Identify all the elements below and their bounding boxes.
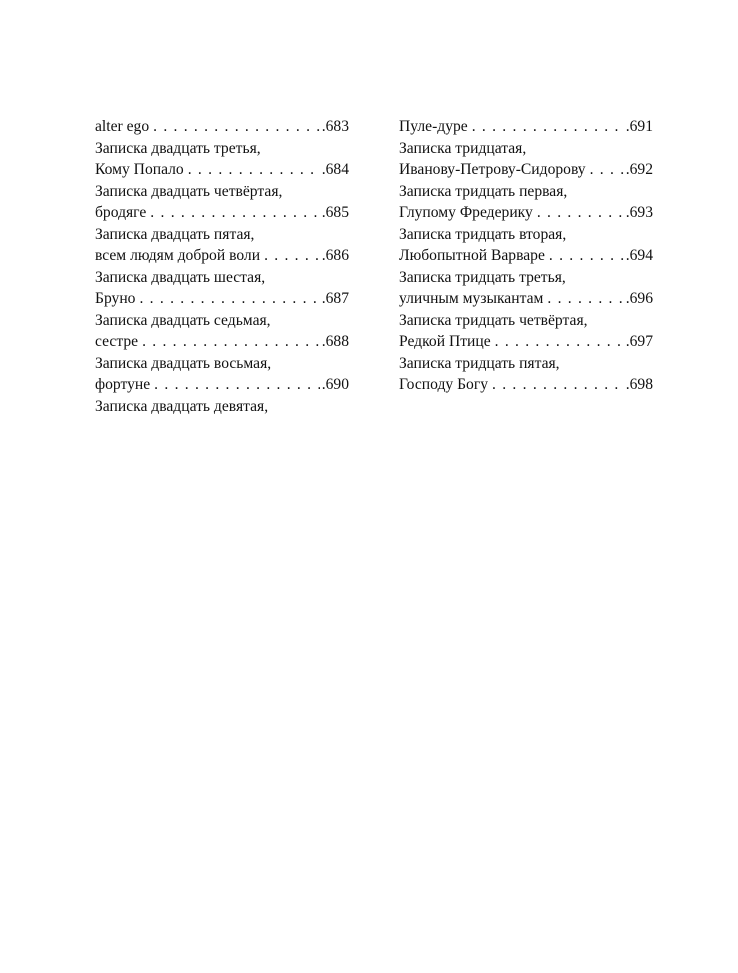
toc-entry-title: Записка тридцать первая,: [399, 182, 568, 200]
toc-entry-label: бродяге: [95, 204, 147, 221]
dot-leader: [492, 374, 624, 396]
toc-entry-title: Записка двадцать пятая,: [95, 225, 255, 243]
toc-entry-page-number: .688: [321, 333, 349, 350]
toc-column-left: [95, 116, 349, 417]
dot-leader: [188, 159, 320, 181]
toc-entry-page-number: .687: [321, 290, 349, 307]
toc-entry: [95, 224, 349, 267]
dot-leader: [150, 202, 319, 224]
toc-entry-title: Записка тридцать пятая,: [399, 354, 560, 372]
toc-entry-title: Записка двадцать четвёртая,: [95, 182, 283, 200]
toc-entry-line: [399, 331, 653, 353]
dot-leader: [472, 116, 624, 138]
toc-entry-line: [399, 245, 653, 267]
dot-leader: [139, 288, 319, 310]
toc-entry-label: Господу Богу: [399, 376, 489, 393]
toc-entry-page-number: .698: [625, 376, 653, 393]
dot-leader: [495, 331, 624, 353]
toc-entry: [399, 224, 653, 267]
toc-entry-page-number: .685: [321, 204, 349, 221]
dot-leader: [142, 331, 320, 353]
toc-entry-page-number: .693: [625, 204, 653, 221]
toc-entry-page-number: .683: [321, 118, 349, 135]
toc-entry-title: Записка тридцать третья,: [399, 268, 566, 286]
dot-leader: [590, 159, 624, 181]
toc-entry-title: Записка тридцать четвёртая,: [399, 311, 588, 329]
toc-entry-page-number: .692: [625, 161, 653, 178]
toc-entry-line: [399, 374, 653, 396]
toc-entry-line: [95, 331, 349, 353]
toc-entry-line: [95, 245, 349, 267]
toc-entry-label: Иванову-Петрову-Сидорову: [399, 161, 586, 178]
toc-entry-line: [399, 116, 653, 138]
toc-entry-line: [399, 288, 653, 310]
toc-entry: [399, 181, 653, 224]
toc-entry-label: всем людям доброй воли: [95, 247, 261, 264]
toc-entry-label: Редкой Птице: [399, 333, 491, 350]
toc-entry: [95, 116, 349, 138]
toc-entry-title: Записка тридцать вторая,: [399, 225, 567, 243]
toc-entry: [95, 138, 349, 181]
toc-entry: [399, 138, 653, 181]
toc-entry: [399, 267, 653, 310]
toc-entry-line: [399, 202, 653, 224]
toc-entry-page-number: .696: [625, 290, 653, 307]
toc-entry: [399, 353, 653, 396]
toc-entry: [95, 181, 349, 224]
toc-entry-label: Бруно: [95, 290, 136, 307]
table-of-contents: [95, 116, 653, 417]
toc-entry-line: [95, 159, 349, 181]
dot-leader: [537, 202, 624, 224]
dot-leader: [154, 374, 320, 396]
toc-entry-page-number: .694: [625, 247, 653, 264]
toc-entry-page-number: .686: [321, 247, 349, 264]
toc-entry-title: Записка двадцать третья,: [95, 139, 261, 157]
toc-entry-title: Записка двадцать шестая,: [95, 268, 266, 286]
toc-entry: [95, 267, 349, 310]
toc-entry-label: Пуле-дуре: [399, 118, 468, 135]
toc-entry: [95, 310, 349, 353]
toc-entry-title: Записка тридцатая,: [399, 139, 527, 157]
toc-entry-title: Записка двадцать девятая,: [95, 397, 269, 415]
toc-entry-line: [399, 159, 653, 181]
toc-entry-line: [95, 374, 349, 396]
toc-entry: [399, 116, 653, 138]
toc-entry-label: уличным музыкантам: [399, 290, 544, 307]
dot-leader: [547, 288, 623, 310]
toc-entry: [95, 353, 349, 396]
toc-entry-label: Глупому Фредерику: [399, 204, 533, 221]
toc-entry-page-number: .690: [321, 376, 349, 393]
toc-entry-page-number: .697: [625, 333, 653, 350]
dot-leader: [264, 245, 320, 267]
toc-entry-title: Записка двадцать восьмая,: [95, 354, 272, 372]
toc-entry-line: [95, 116, 349, 138]
toc-column-right: [399, 116, 653, 417]
toc-entry-label: сестре: [95, 333, 139, 350]
toc-entry-label: alter ego: [95, 118, 150, 135]
toc-entry-title: Записка двадцать седьмая,: [95, 311, 271, 329]
toc-entry: [399, 310, 653, 353]
toc-entry-page-number: .684: [321, 161, 349, 178]
toc-entry-label: Кому Попало: [95, 161, 184, 178]
toc-entry: [95, 396, 349, 418]
toc-entry-line: [95, 288, 349, 310]
dot-leader: [153, 116, 320, 138]
dot-leader: [549, 245, 624, 267]
toc-entry-label: Любопытной Варваре: [399, 247, 545, 264]
toc-entry-line: [95, 202, 349, 224]
toc-entry-page-number: .691: [625, 118, 653, 135]
toc-entry-label: фортуне: [95, 376, 151, 393]
